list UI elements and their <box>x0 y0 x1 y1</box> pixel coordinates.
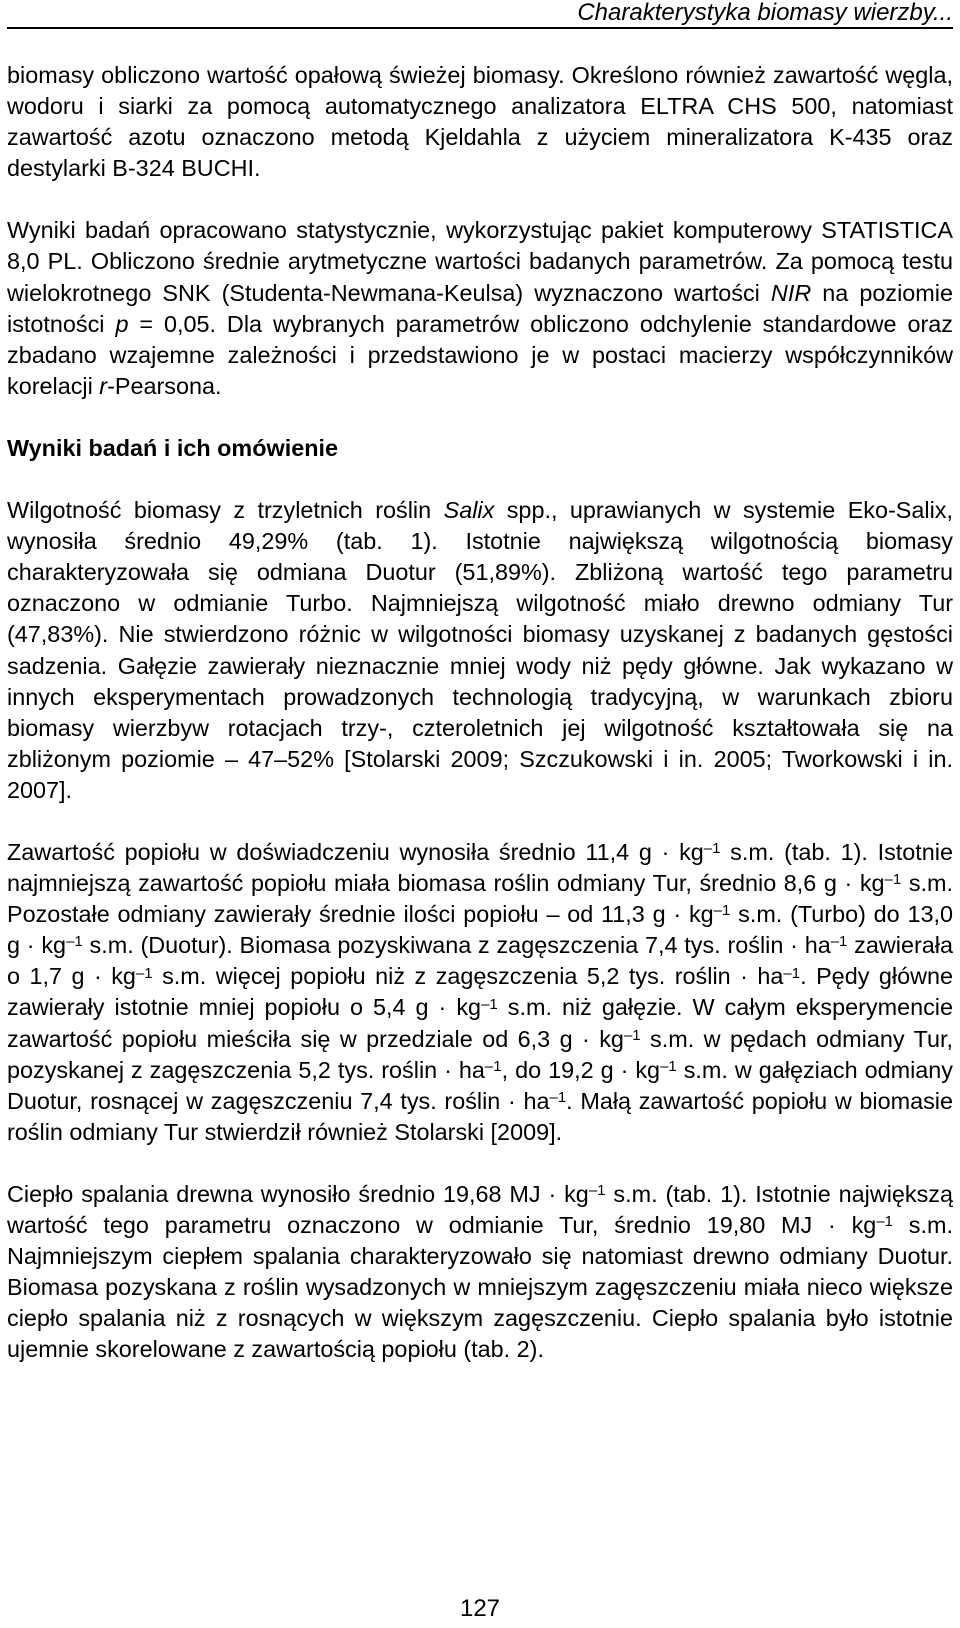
text-run: = 0,05. Dla wybranych parametrów obliczono odchylenie standardowe oraz zbadano wzajemne zależności i przedstawiono je w postaci macierzy współczynników korelacji <box>7 310 953 399</box>
text-run: s.m. (Duotur). Biomasa pozyskiwana z zagęszczenia 7,4 tys. roślin · ha <box>82 932 831 959</box>
text-run: . Pędy główne zawierały istotnie mniej popiołu o 5,4 g · kg <box>7 963 953 1021</box>
paragraph-gap <box>7 1148 953 1179</box>
text-run: , do 19,2 g · kg <box>501 1056 661 1083</box>
text-run: s.m. Najmniejszym ciepłem spalania charakteryzowało się natomiast drewno odmiany Duotur. Biomasa pozyskana z roślin wysadzonych w mniejszym zagęszczeniu miała nieco większe ciepło spalania niż z rosnących w większym zagęszczeniu. Ciepło spalania było istotnie ujemnie skorelowane z zawartością popiołu (tab. 2). <box>7 1212 953 1363</box>
text-run: Wyniki badań opracowano statystycznie, wykorzystując pakiet komputerowy STATISTICA 8,0 PL. Obliczono średnie arytmetyczne wartości badanych parametrów. Za pomocą testu wielokrotnego SNK (Studenta-Newmana-Keulsa) wyznaczono wartości <box>7 217 953 306</box>
exponent: –1 <box>549 1088 567 1106</box>
exponent: –1 <box>830 933 848 951</box>
paragraph-gap <box>7 464 953 495</box>
paragraph-gap <box>7 806 953 837</box>
exponent: –1 <box>481 995 498 1013</box>
text-run: s.m. w pędach odmiany Tur, pozyskanej z zagęszczenia 5,2 tys. roślin · ha <box>7 1025 953 1083</box>
paragraph-statistics <box>7 215 953 402</box>
section-heading: Wyniki badań i ich omówienie <box>7 434 338 461</box>
text-run: s.m. więcej popiołu niż z zagęszczenia 5,2 tys. roślin · ha <box>152 963 784 990</box>
italic-nir: NIR <box>770 279 812 306</box>
exponent: –1 <box>66 933 83 951</box>
paragraph-methods-analysis: biomasy obliczono wartość opałową świeżej biomasy. Określono również zawartość węgla, wodoru i siarki za pomocą automatycznego analizatora ELTRA CHS 500, natomiast zawartość azotu oznaczono metodą Kjeldahla z użyciem mineralizatora K-435 oraz destylarki B-324 BUCHI. <box>7 62 953 182</box>
exponent: –1 <box>484 1057 502 1075</box>
paragraph-heat-of-combustion <box>7 1179 953 1366</box>
text-run: Wilgotność biomasy z trzyletnich roślin <box>7 497 444 524</box>
header-rule <box>7 27 953 29</box>
exponent: –1 <box>713 902 731 920</box>
exponent: –1 <box>884 871 902 889</box>
text-run: zawierała o 1,7 g · kg <box>7 932 953 990</box>
exponent: –1 <box>660 1057 677 1075</box>
text-run: Ciepło spalania drewna wynosiło średnio 19,68 MJ · kg <box>7 1180 589 1207</box>
paragraph-gap <box>7 402 953 433</box>
text-run: s.m. Pozostałe odmiany zawierały średnie ilości popiołu – od 11,3 g · kg <box>7 870 953 928</box>
paragraph-ash-content <box>7 837 953 1148</box>
paragraph-gap <box>7 184 953 215</box>
text-run: Zawartość popiołu w doświadczeniu wynosiła średnio 11,4 g · kg <box>7 838 704 865</box>
text-run: -Pearsona. <box>107 372 222 399</box>
text-run: s.m. (tab. 1). Istotnie największą wartość tego parametru oznaczono w odmianie Tur, średnio 19,80 MJ · kg <box>7 1180 954 1238</box>
exponent: –1 <box>588 1182 606 1200</box>
text-run: na poziomie istotności <box>7 279 953 337</box>
page-number: 127 <box>459 1595 501 1622</box>
text-run: s.m. w gałęziach odmiany Duotur, rosnącej w zagęszczeniu 7,4 tys. roślin · ha <box>7 1056 953 1114</box>
exponent: –1 <box>783 964 801 982</box>
exponent: –1 <box>876 1213 894 1231</box>
exponent: –1 <box>135 964 153 982</box>
italic-p: p <box>115 310 129 337</box>
page-body <box>7 60 953 1365</box>
exponent: –1 <box>703 840 721 858</box>
italic-r: r <box>99 372 108 399</box>
paragraph-moisture <box>7 495 953 806</box>
text-run: s.m. niż gałęzie. W całym eksperymencie zawartość popiołu mieściła się w przedziale od 6,3 g · kg <box>7 994 954 1052</box>
italic-salix: Salix <box>443 497 495 524</box>
text-run: spp., uprawianych w systemie Eko-Salix, wynosiła średnio 49,29% (tab. 1). Istotnie największą wilgotnością biomasy charakteryzowała się odmiana Duotur (51,89%). Zbliżoną wartość tego parametru oznaczono w odmianie Turbo. Najmniejszą wilgotność miało drewno odmiany Tur (47,83%). Nie stwierdzono różnic w wilgotności biomasy uzyskanej z badanych gęstości sadzenia. Gałęzie zawierały nieznacznie mniej wody niż pędy główne. Jak wykazano w innych eksperymentach prowadzonych technologią tradycyjną, w warunkach zbioru biomasy wierzbyw rotacjach trzy-, czteroletnich jej wilgotność kształtowała się na zbliżonym poziomie – 47–52% [Stolarski 2009; Szczukowski i in. 2005; Tworkowski i in. 2007]. <box>7 497 953 803</box>
exponent: –1 <box>623 1026 641 1044</box>
text-run: s.m. (tab. 1). Istotnie najmniejszą zawartość popiołu miała biomasa roślin odmiany Tur, średnio 8,6 g · kg <box>7 838 954 897</box>
text-run: . Małą zawartość popiołu w biomasie roślin odmiany Tur stwierdził również Stolarski [2009]. <box>7 1087 953 1145</box>
text-run: s.m. (Turbo) do 13,0 g · kg <box>7 901 953 959</box>
running-header: Charakterystyka biomasy wierzby... <box>577 0 953 26</box>
